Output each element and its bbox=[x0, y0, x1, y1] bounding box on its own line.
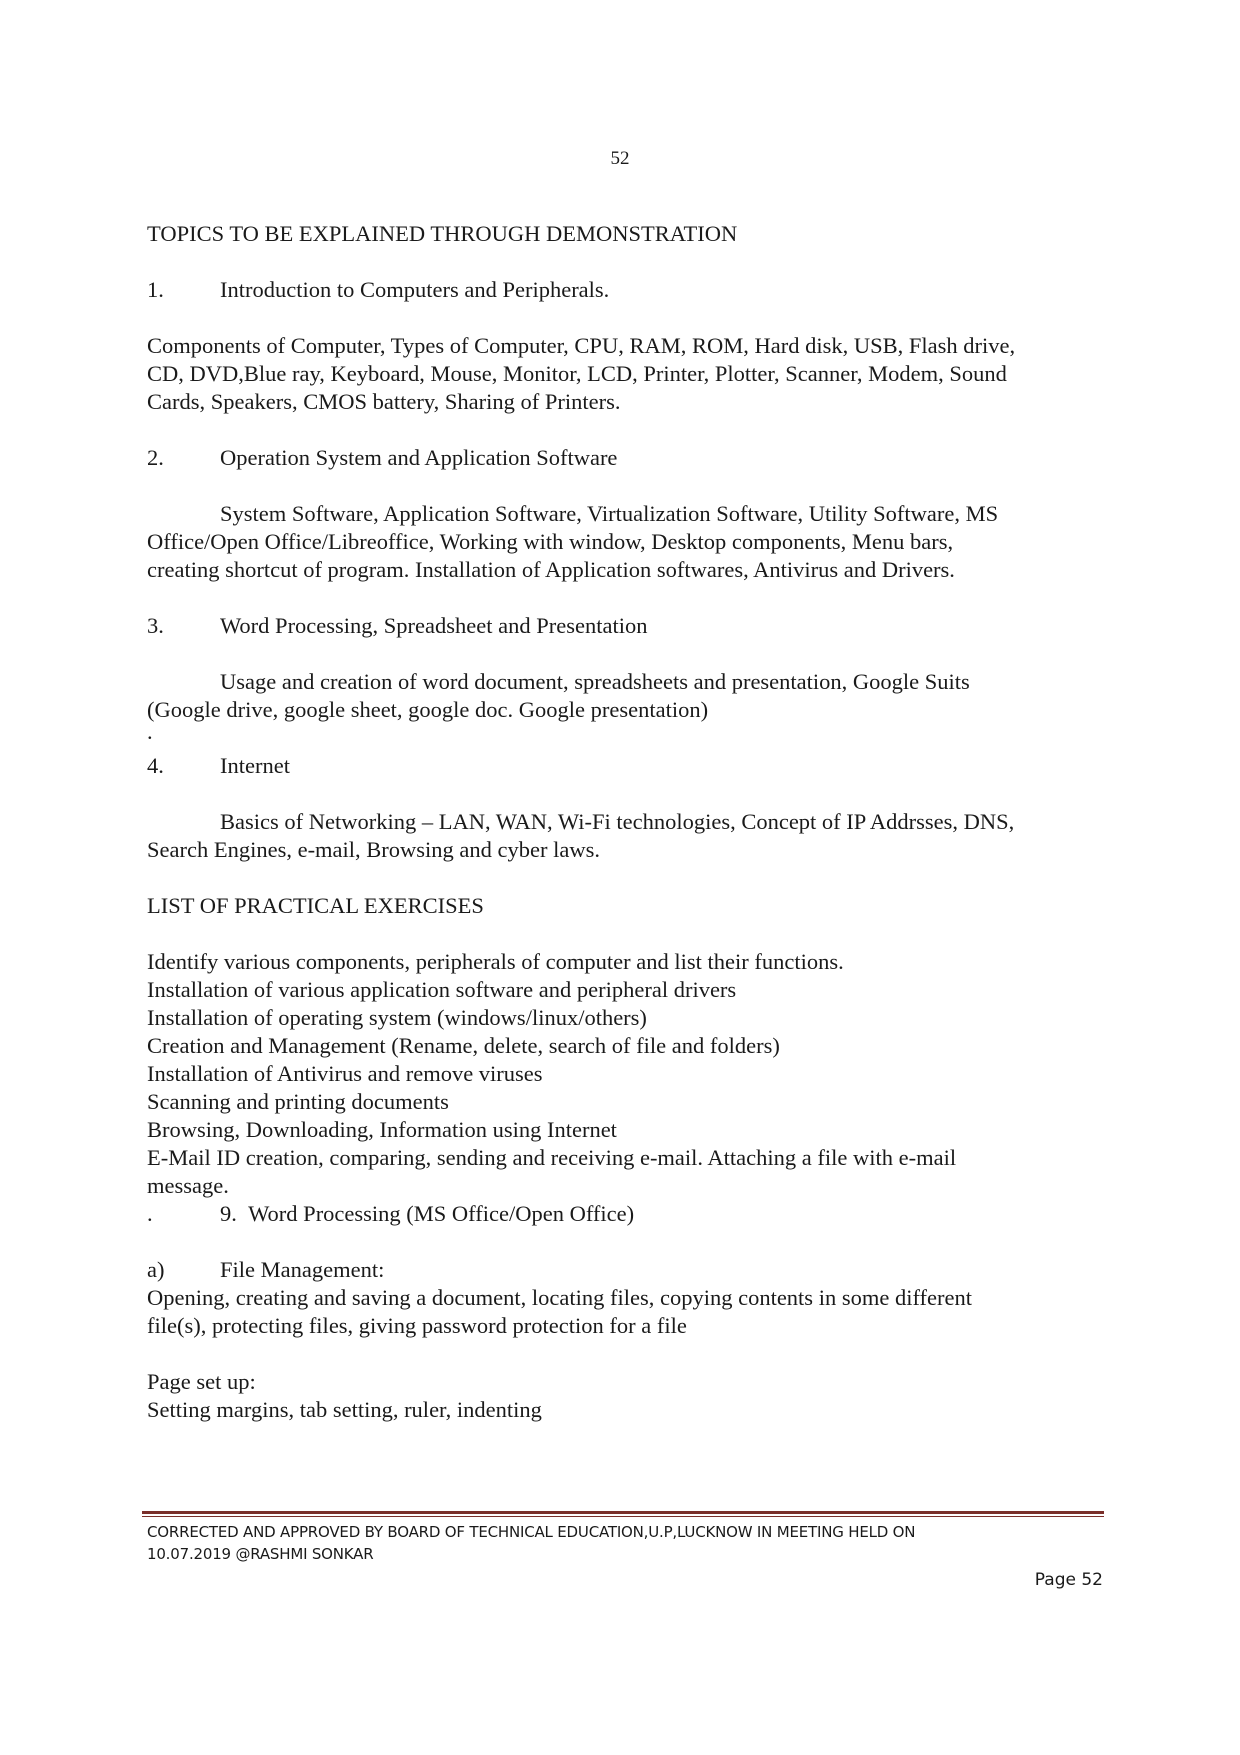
footer-divider bbox=[142, 1511, 1104, 1519]
item-9-number: 9. bbox=[220, 1201, 237, 1226]
topic-number: 1. bbox=[147, 277, 164, 302]
topic3-body-line: (Google drive, google sheet, google doc. Google presentation) bbox=[147, 697, 709, 722]
practical-item: Identify various components, peripherals of computer and list their functions. bbox=[147, 949, 844, 974]
page-number-top: 52 bbox=[610, 148, 630, 169]
topic-number: 3. bbox=[147, 613, 164, 638]
practical-item: Scanning and printing documents bbox=[147, 1089, 449, 1114]
page-setup-body: Setting margins, tab setting, ruler, indenting bbox=[147, 1397, 542, 1422]
topic2-body-line: System Software, Application Software, Virtualization Software, Utility Software, MS bbox=[220, 501, 999, 526]
file-management-line: Opening, creating and saving a document, locating files, copying contents in some different bbox=[147, 1285, 972, 1310]
practical-item: Installation of operating system (windows/linux/others) bbox=[147, 1005, 647, 1030]
item-9-dot: . bbox=[147, 1201, 153, 1226]
topic3-body-line: Usage and creation of word document, spreadsheets and presentation, Google Suits bbox=[220, 669, 970, 694]
practical-item: Browsing, Downloading, Information using Internet bbox=[147, 1117, 617, 1142]
topic-heading-2 bbox=[147, 444, 617, 472]
topic3-body-line: . bbox=[147, 719, 153, 744]
practical-item: Installation of Antivirus and remove viruses bbox=[147, 1061, 543, 1086]
item-9-heading bbox=[147, 1200, 634, 1228]
practical-item: message. bbox=[147, 1173, 229, 1198]
topic4-body-line: Search Engines, e-mail, Browsing and cyber laws. bbox=[147, 837, 600, 862]
page-setup-title: Page set up: bbox=[147, 1369, 256, 1394]
item-9-title: Word Processing (MS Office/Open Office) bbox=[248, 1201, 635, 1226]
practical-item: Installation of various application software and peripheral drivers bbox=[147, 977, 737, 1002]
practical-item: Creation and Management (Rename, delete, search of file and folders) bbox=[147, 1033, 780, 1058]
topic1-body-line: Components of Computer, Types of Computer, CPU, RAM, ROM, Hard disk, USB, Flash drive, bbox=[147, 333, 1016, 358]
sub-a-heading bbox=[147, 1256, 384, 1284]
footer-line-1: CORRECTED AND APPROVED BY BOARD OF TECHNICAL EDUCATION,U.P,LUCKNOW IN MEETING HELD ON bbox=[147, 1523, 916, 1541]
file-management-line: file(s), protecting files, giving password protection for a file bbox=[147, 1313, 687, 1338]
sub-a-label: a) bbox=[147, 1257, 165, 1282]
topic4-body-line: Basics of Networking – LAN, WAN, Wi-Fi technologies, Concept of IP Addrsses, DNS, bbox=[220, 809, 1015, 834]
footer-line-2: 10.07.2019 @RASHMI SONKAR bbox=[147, 1545, 374, 1563]
topic-heading-3 bbox=[147, 612, 647, 640]
topic-title: Introduction to Computers and Peripherals. bbox=[220, 277, 610, 302]
topic-heading-4 bbox=[147, 752, 290, 780]
topic1-body-line: Cards, Speakers, CMOS battery, Sharing of Printers. bbox=[147, 389, 621, 414]
footer-page-label: Page 52 bbox=[1034, 1570, 1103, 1590]
practical-item: E-Mail ID creation, comparing, sending and receiving e-mail. Attaching a file with e-mail bbox=[147, 1145, 957, 1170]
topic-title: Word Processing, Spreadsheet and Presentation bbox=[220, 613, 648, 638]
topic1-body-line: CD, DVD,Blue ray, Keyboard, Mouse, Monitor, LCD, Printer, Plotter, Scanner, Modem, Sound bbox=[147, 361, 1007, 386]
topic-title: Internet bbox=[220, 753, 290, 778]
topic2-body-line: Office/Open Office/Libreoffice, Working with window, Desktop components, Menu bars, bbox=[147, 529, 954, 554]
heading-practicals: LIST OF PRACTICAL EXERCISES bbox=[147, 893, 484, 918]
topic-number: 2. bbox=[147, 445, 164, 470]
sub-a-title: File Management: bbox=[220, 1257, 385, 1282]
topic2-body-line: creating shortcut of program. Installation of Application softwares, Antivirus and Drivers. bbox=[147, 557, 955, 582]
topic-number: 4. bbox=[147, 753, 164, 778]
topic-heading-1 bbox=[147, 276, 609, 304]
topic-title: Operation System and Application Software bbox=[220, 445, 618, 470]
heading-topics: TOPICS TO BE EXPLAINED THROUGH DEMONSTRATION bbox=[147, 221, 738, 246]
